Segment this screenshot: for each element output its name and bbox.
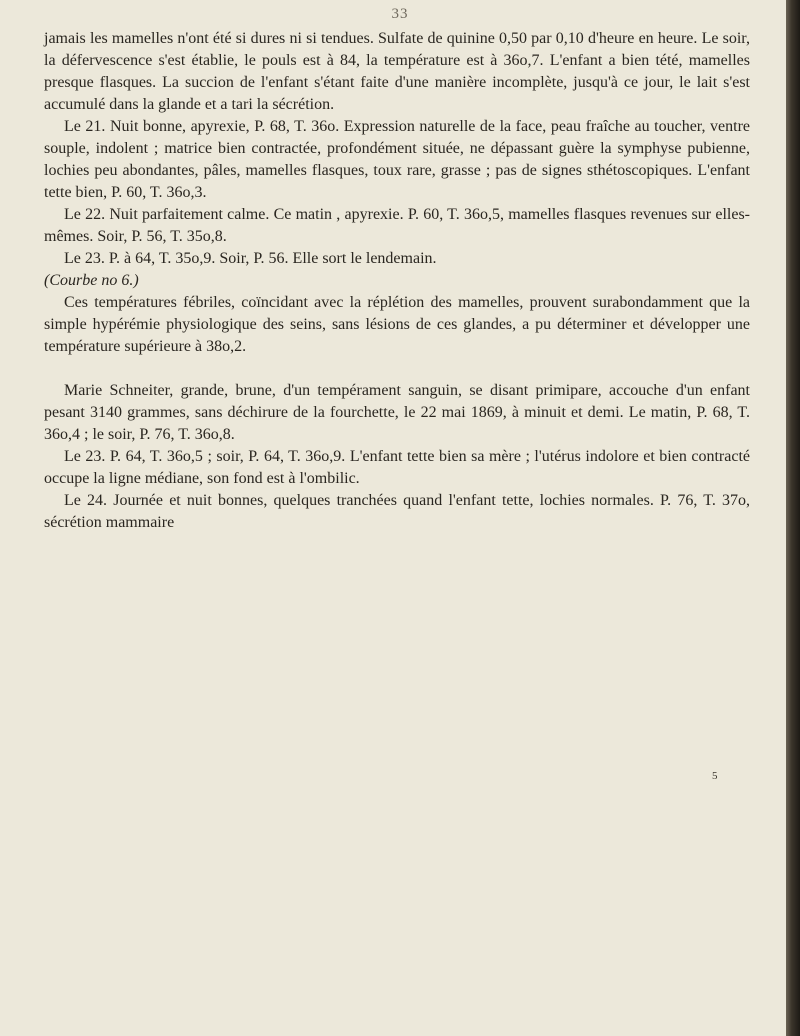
paragraph-case-day-23: Le 23. P. 64, T. 36o,5 ; soir, P. 64, T. 36o,9. L'enfant tette bien sa mère ; l'utérus indolore et bien contracté occupe la ligne médiane, son fond est à l'ombilic.: [44, 448, 750, 487]
page-edge-shadow: [786, 0, 800, 1036]
paragraph-day-23-text: Le 23. P. à 64, T. 35o,9. Soir, P. 56. Elle sort le lendemain.: [64, 250, 437, 267]
paragraph-continuation: jamais les mamelles n'ont été si dures ni si tendues. Sulfate de quinine 0,50 par 0,10 d'heure en heure. Le soir, la défervescence s'est établie, le pouls est à 84, la température est à 36o,7. L'enfant a bien tété, mamelles presque flasques. La succion de l'enfant s'étant faite d'une manière incomplète, jusqu'à ce jour, le lait s'est accumulé dans la glande et a tari la sécrétion.: [44, 30, 750, 113]
paragraph-case-day-24: Le 24. Journée et nuit bonnes, quelques tranchées quand l'enfant tette, lochies normales. P. 76, T. 37o, sécrétion mammaire: [44, 492, 750, 531]
page-number: 33: [391, 6, 409, 22]
signature-mark: 5: [712, 770, 718, 782]
paragraph-day-23: [44, 248, 750, 292]
paragraph-day-21: Le 21. Nuit bonne, apyrexie, P. 68, T. 36o. Expression naturelle de la face, peau fraîche au toucher, ventre souple, indolent ; matrice bien contractée, profondément située, ne dépassant guère la symphyse pubienne, lochies peu abondantes, pâles, mamelles flasques, toux rare, grasse ; pas de signes sthétoscopiques. L'enfant tette bien, P. 60, T. 36o,3.: [44, 118, 750, 201]
paragraph-case-intro: Marie Schneiter, grande, brune, d'un tempérament sanguin, se disant primipare, accouche d'un enfant pesant 3140 grammes, sans déchirure de la fourchette, le 22 mai 1869, à minuit et demi. Le matin, P. 68, T. 36o,4 ; le soir, P. 76, T. 36o,8.: [44, 382, 750, 443]
paragraph-day-22: Le 22. Nuit parfaitement calme. Ce matin , apyrexie. P. 60, T. 36o,5, mamelles flasques revenues sur elles-mêmes. Soir, P. 56, T. 35o,8.: [44, 206, 750, 245]
paragraph-conclusion: Ces températures fébriles, coïncidant avec la réplétion des mamelles, prouvent surabondamment que la simple hypérémie physiologique des seins, sans lésions de ces glandes, a pu déterminer et développer une température supérieure à 38o,2.: [44, 294, 750, 355]
body-text: [44, 28, 750, 534]
curve-reference: (Courbe no 6.): [44, 272, 139, 289]
